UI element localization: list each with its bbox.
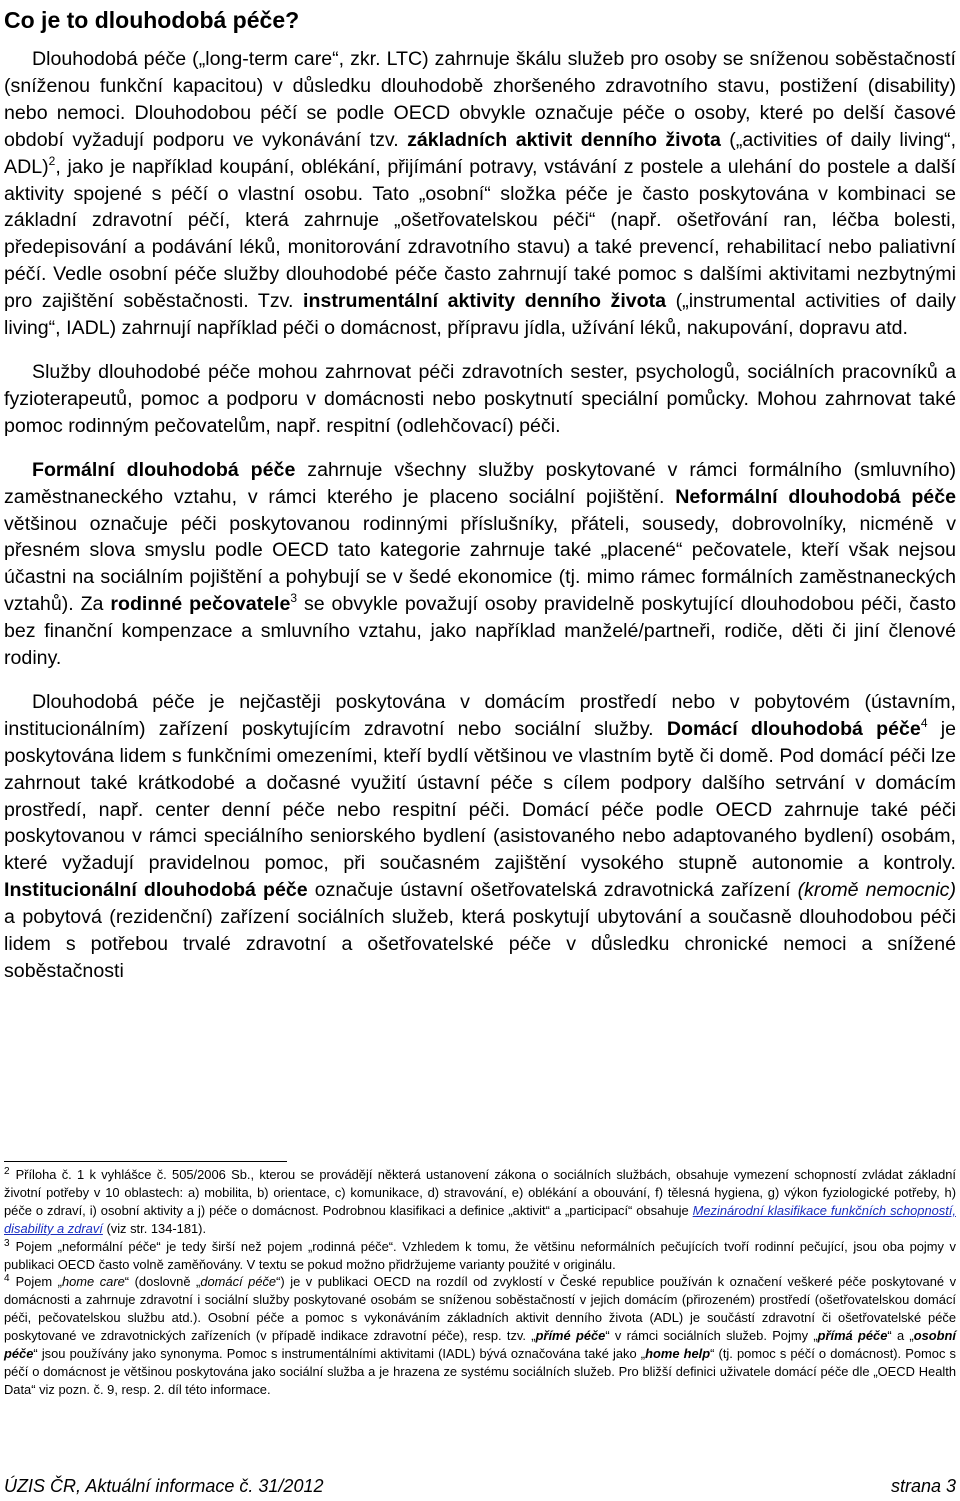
paragraph-home-institutional	[4, 689, 956, 985]
text-run: Pojem „neformální péče“ je tedy širší než pojem „rodinná péče“. Vzhledem k tomu, že většinu neformálních pečujících tvoří rodinní pečující, jsou oba pojmy v publikaci OECD často volně zaměňovány. V textu se pokud možno přidržujeme varianty použité v originálu.	[4, 1238, 956, 1272]
text-run: “ (doslovně „	[124, 1274, 201, 1290]
footnote-ref-4[interactable]: 4	[920, 715, 928, 730]
text-run: “ a „	[887, 1328, 914, 1344]
text-run-italic: domácí péče	[200, 1274, 277, 1290]
footnote-separator	[4, 1161, 287, 1162]
paragraph-formal-informal	[4, 457, 956, 672]
text-run: zahrnuje všechny služby poskytované v rámci formálního (smluvního) zaměstnaneckého vztahu, v rámci kterého je placeno sociální pojištění.	[4, 458, 956, 508]
paragraph-ltc-definition	[4, 46, 956, 342]
term-institutional-care: Institucionální dlouhodobá péče	[4, 879, 308, 902]
text-run: Příloha č. 1 k vyhlášce č. 505/2006 Sb., kterou se provádějí některá ustanovení zákona o sociálních službách, obsahuje vymezení schopností zvládat základní životní potřeby v 10 oblastech: a) mobilita, b) orientace, c) komunikace, d) stravování, e) oblékání a obouvání, f) tělesná hygiena, g) výkon fyziologické potřeby, h) péče o zdraví, i) osobní aktivity a j) péče o domácnost. Podrobnou klasifikaci a definice „aktivit“ a „participací“ obsahuje	[4, 1167, 956, 1218]
footnote-4	[4, 1273, 956, 1398]
text-run: , jako je například koupání, oblékání, přijímání potravy, vstávání z postele a ulehání do postele a další aktivity spojené s péčí o vlastní osobu. Tato „osobní“ složka péče je často poskytována v kombinaci se základní zdravotní péčí, která zahrnuje „ošetřovatelskou péči“ (např. ošetřování ran, léčba bolesti, předepisování a podávání léků, monitorování zdravotního stavu) a také prevencí, rehabilitací nebo paliativní péčí. Vedle osobní péče služby dlouhodobé péče často zahrnují také pomoc s dalšími aktivitami nezbytnými pro zajištění soběstačnosti. Tzv.	[4, 155, 956, 313]
text-run: označuje ústavní ošetřovatelská zdravotnická zařízení	[307, 879, 798, 902]
paragraph-services: Služby dlouhodobé péče mohou zahrnovat péči zdravotních sester, psychologů, sociálních pracovníků a fyzioterapeutů, pomoc a podporu v domácnosti nebo poskytnutí speciální pomůcky. Mohou zahrnovat také pomoc rodinným pečovatelům, např. respitní (odlehčovací) péči.	[4, 360, 956, 437]
text-run-italic: home help	[645, 1346, 711, 1362]
text-run: většinou označuje péči poskytovanou rodinnými příslušníky, přáteli, sousedy, dobrovolníky, nicméně v přesném slova smyslu podle OECD tato kategorie zahrnuje také „placené“ pečovatele, kteří však nejsou účastni na sociálním pojištění a pohybují se v šedé ekonomice (tj. mimo rámec formálních zaměstnaneckých vztahů). Za	[4, 512, 956, 616]
text-run-italic: přímé péče	[535, 1328, 606, 1344]
text-run: Dlouhodobá péče je nejčastěji poskytována v domácím prostředí nebo v pobytovém (ústavním, institucionálním) zařízení poskytujícím zdravotní nebo sociální služby.	[4, 690, 956, 740]
text-run-italic: (kromě nemocnic)	[797, 879, 956, 902]
term-informal-care: Neformální dlouhodobá péče	[675, 485, 956, 508]
text-run: Dlouhodobá péče („long-term care“, zkr. LTC) zahrnuje škálu služeb pro osoby se sníženou soběstačností (sníženou funkční kapacitou) v důsledku dlouhodobě zhoršeného zdravotního stavu, postižení (disability) nebo nemoci. Dlouhodobou péčí se podle OECD obvykle označuje péče o osoby, které po delší časové období vyžadují podporu ve vykonávání tzv.	[4, 48, 956, 151]
footnotes	[4, 1166, 956, 1399]
body-text	[4, 46, 956, 985]
term-iadl: instrumentální aktivity denního života	[303, 290, 667, 313]
term-home-care: Domácí dlouhodobá péče	[666, 717, 921, 740]
text-run: a pobytová (rezidenční) zařízení sociálních služeb, která poskytují ubytování a současně dlouhodobou péči lidem s potřebou trvalé zdravotní a ošetřovatelské péče v důsledku chronické nemoci a snížené soběstačnosti	[4, 906, 956, 982]
text-run: “ v rámci sociálních služeb. Pojmy „	[605, 1328, 818, 1344]
icf-classification-link[interactable]: Mezinárodní klasifikace funkčních schopností, disability a zdraví	[4, 1202, 956, 1236]
text-run: („instrumental activities of daily living“, IADL) zahrnují například péči o domácnost, přípravu jídla, užívání léků, nakupování, dopravu atd.	[4, 290, 956, 340]
page-number: strana 3	[890, 1476, 956, 1496]
footnote-3	[4, 1238, 956, 1274]
text-run-italic: osobní péče	[4, 1328, 956, 1362]
page-title: Co je to dlouhodobá péče?	[4, 7, 300, 33]
footnote-number: 3	[4, 1237, 10, 1249]
text-run: („activities of daily living“, ADL)	[4, 128, 957, 178]
footer-publication: ÚZIS ČR, Aktuální informace č. 31/2012	[4, 1476, 324, 1496]
footnote-ref-2[interactable]: 2	[48, 153, 56, 168]
document-page	[4, 0, 956, 985]
term-formal-care: Formální dlouhodobá péče	[32, 458, 296, 481]
text-run: je poskytována lidem s funkčními omezeními, kteří bydlí většinou ve vlastním bytě či domě. Pod domácí péči lze zahrnout také krátkodobé a dočasné využití ústavní péče s cílem podpory dalšího setrvání v domácím prostředí, např. center denní péče nebo respitní péči. Domácí péče podle OECD zahrnuje také péči poskytovanou v rámci speciálního seniorského bydlení (asistovaného nebo adaptovaného bydlení) osobám, které vyžadují pravidelnou pomoc, při současném zajištění vysokého stupně autonomie a kontroly.	[4, 717, 957, 875]
text-run: se obvykle považují osoby pravidelně poskytující dlouhodobou péči, často bez finanční kompenzace a smluvního vztahu, jako například manželé/partneři, rodiče, děti či jiní členové rodiny.	[4, 593, 957, 670]
text-run-italic: přímá péče	[817, 1328, 888, 1344]
term-adl: základních aktivit denního života	[407, 128, 721, 151]
text-run: Pojem „	[15, 1274, 62, 1290]
text-run: “ jsou používány jako synonyma. Pomoc s instrumentálními aktivitami (IADL) bývá označována také jako „	[33, 1346, 646, 1362]
term-family-carers: rodinné pečovatele	[110, 593, 291, 616]
page-footer	[4, 1476, 956, 1497]
text-run: “) je v publikaci OECD na rozdíl od zvyklostí v České republice používán k označení veškeré péče poskytované v domácnosti a zahrnuje zdravotní i sociální služby poskytované osobám se sníženou soběstačností v jejich domácím (přirozeném) prostředí (ošetřovatelskou domácí péči, pečovatelskou službu atd.). Osobní péče a pomoc s vykonáváním základních aktivit denního života (ADL) je součástí zdravotní či ošetřovatelské péče poskytované ve zdravotnických zařízeních (v případě indikace zdravotní péče), resp. tzv. „	[4, 1274, 957, 1344]
footnote-ref-3[interactable]: 3	[290, 591, 298, 606]
footnote-2	[4, 1166, 956, 1238]
footnote-number: 2	[4, 1166, 10, 1177]
text-run: (viz str. 134-181).	[102, 1220, 207, 1236]
text-run-italic: home care	[61, 1274, 125, 1290]
text-run: “ (tj. pomoc s péčí o domácnost). Pomoc s péčí o domácnost je většinou poskytována jako sociální služba a je hrazena ze systému sociálních služeb. Pro bližší definici uživatele domácí péče dle „OECD Health Data“ viz pozn. č. 9, resp. 2. díl této informace.	[4, 1346, 956, 1397]
footnote-number: 4	[4, 1273, 10, 1285]
